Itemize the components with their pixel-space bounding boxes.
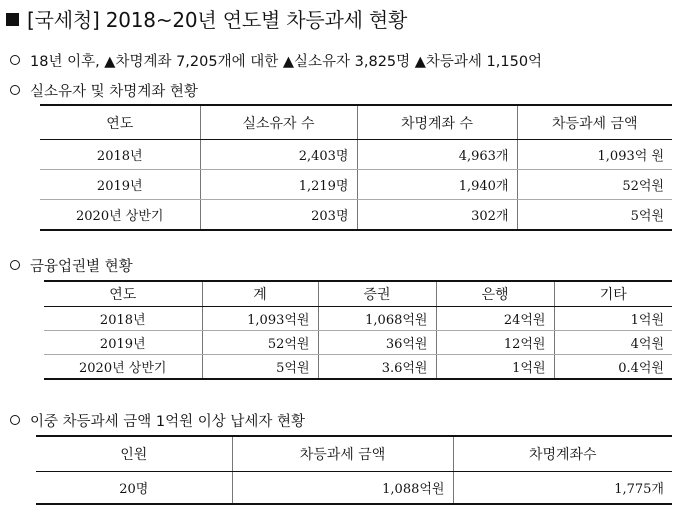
cell-accounts: 4,963개: [357, 140, 517, 170]
circle-bullet-icon: [10, 55, 20, 65]
table-header-row: [44, 281, 672, 307]
cell-total: 52억원: [202, 331, 318, 355]
cell-year: 2018년: [44, 307, 202, 331]
header-accounts: 차명계좌수: [453, 436, 672, 472]
cell-banks: 1억원: [436, 355, 554, 380]
cell-year: 2020년 상반기: [40, 200, 200, 231]
cell-others: 0.4억원: [554, 355, 672, 380]
header-year: 연도: [40, 105, 200, 140]
cell-securities: 36억원: [318, 331, 436, 355]
cell-year: 2019년: [40, 170, 200, 200]
circle-bullet-icon: [10, 260, 20, 270]
cell-tax-amount: 1,093억 원: [517, 140, 672, 170]
header-headcount: 인원: [36, 436, 232, 472]
section-heading-large-taxpayers: 이중 차등과세 금액 1억원 이상 납세자 현황: [10, 410, 305, 431]
header-year: 연도: [44, 281, 202, 307]
cell-total: 1,093억원: [202, 307, 318, 331]
summary-line: 18년 이후, ▲차명계좌 7,205개에 대한 ▲실소유자 3,825명 ▲차등과세 1,150억: [10, 50, 542, 71]
cell-owners: 2,403명: [200, 140, 357, 170]
header-tax-amount: 차등과세 금액: [232, 436, 453, 472]
cell-headcount: 20명: [36, 472, 232, 505]
owners-accounts-table: [40, 104, 672, 231]
cell-tax-amount: 5억원: [517, 200, 672, 231]
table-row: [40, 140, 672, 170]
header-securities: 증권: [318, 281, 436, 307]
table-header-row: [36, 436, 672, 472]
cell-banks: 12억원: [436, 331, 554, 355]
circle-bullet-icon: [10, 415, 20, 425]
cell-others: 4억원: [554, 331, 672, 355]
section-heading-owners-accounts: 실소유자 및 차명계좌 현황: [10, 80, 198, 101]
cell-accounts: 1,940개: [357, 170, 517, 200]
cell-accounts: 302개: [357, 200, 517, 231]
cell-year: 2019년: [44, 331, 202, 355]
cell-banks: 24억원: [436, 307, 554, 331]
cell-owners: 1,219명: [200, 170, 357, 200]
table-row: [36, 472, 672, 505]
cell-tax-amount: 1,088억원: [232, 472, 453, 505]
cell-accounts: 1,775개: [453, 472, 672, 505]
square-bullet-icon: [6, 13, 19, 26]
circle-bullet-icon: [10, 85, 20, 95]
cell-owners: 203명: [200, 200, 357, 231]
page-title: [국세청] 2018~20년 연도별 차등과세 현황: [6, 4, 407, 33]
cell-others: 1억원: [554, 307, 672, 331]
cell-total: 5억원: [202, 355, 318, 380]
table-header-row: [40, 105, 672, 140]
cell-year: 2020년 상반기: [44, 355, 202, 380]
table-row: [40, 200, 672, 231]
large-taxpayers-table: [36, 435, 672, 505]
table-row: [44, 355, 672, 380]
header-others: 기타: [554, 281, 672, 307]
table-row: [40, 170, 672, 200]
cell-securities: 3.6억원: [318, 355, 436, 380]
table-row: [44, 307, 672, 331]
cell-tax-amount: 52억원: [517, 170, 672, 200]
header-total: 계: [202, 281, 318, 307]
financial-sector-table: [44, 280, 672, 380]
cell-year: 2018년: [40, 140, 200, 170]
header-banks: 은행: [436, 281, 554, 307]
header-accounts: 차명계좌 수: [357, 105, 517, 140]
header-tax-amount: 차등과세 금액: [517, 105, 672, 140]
section-heading-sectors: 금융업권별 현황: [10, 255, 133, 276]
cell-securities: 1,068억원: [318, 307, 436, 331]
header-owners: 실소유자 수: [200, 105, 357, 140]
table-row: [44, 331, 672, 355]
